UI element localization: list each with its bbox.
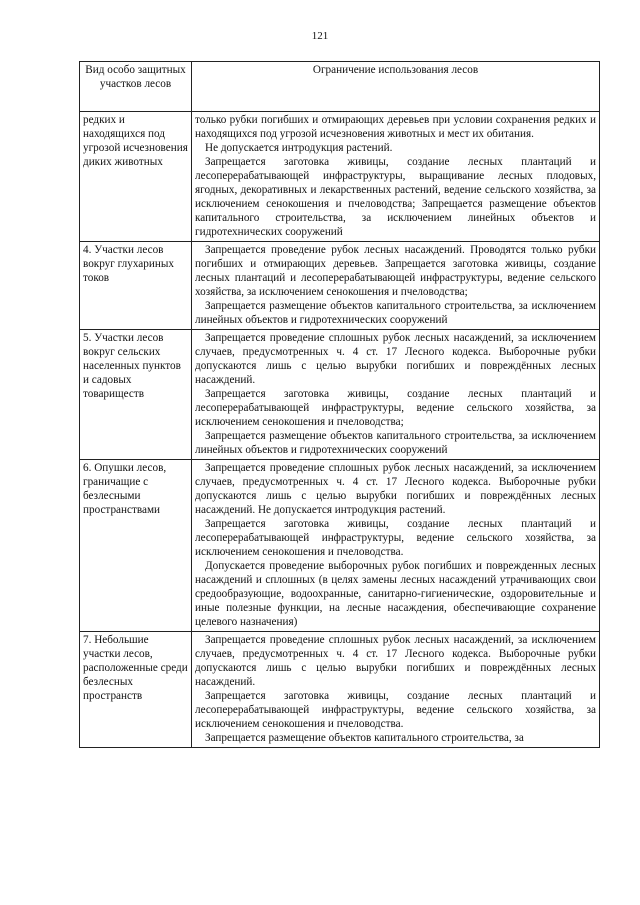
header-forest-use-restriction: Ограничение использования лесов bbox=[192, 62, 600, 112]
restriction-paragraph: Запрещается заготовка живицы, создание лесных плантаций и лесоперерабатывающей инфраструктуры, ведение сельского хозяйства, за исключением сенокошения и пчеловодства. bbox=[195, 690, 596, 730]
table-row bbox=[80, 242, 600, 330]
restriction-cell bbox=[192, 460, 600, 632]
restriction-paragraph: Запрещается размещение объектов капитального строительства, за исключением линейных объектов и гидротехнических сооружений bbox=[195, 430, 596, 456]
table-row bbox=[80, 112, 600, 242]
restriction-paragraph: Допускается проведение выборочных рубок погибших и поврежденных лесных насаждений и сплошных (в целях замены лесных насаждений утрачивающих свои средообразующие, водоохранные, санитарно-гигиенические, оздоровительные и иные полезные функции, на лесные насаждения, обеспечивающие сохранение целевого назначения) bbox=[195, 560, 596, 628]
restriction-paragraph: Запрещается размещение объектов капитального строительства, за bbox=[205, 732, 524, 744]
header-protected-area-type: Вид особо защитных участков лесов bbox=[80, 62, 192, 112]
restriction-paragraph: Запрещается проведение рубок лесных насаждений. Проводятся только рубки погибших и отмирающих деревьев. Запрещается заготовка живицы, создание лесных плантаций и лесоперерабатывающей инфраструктуры, ведение сельского хозяйства, за исключением сенокошения и пчеловодства; bbox=[195, 244, 596, 298]
restriction-paragraph: Запрещается заготовка живицы, создание лесных плантаций и лесоперерабатывающей инфраструктуры, ведение сельского хозяйства, за исключением сенокошения и пчеловодства; bbox=[195, 388, 596, 428]
page-number: 121 bbox=[311, 30, 329, 42]
restriction-paragraph: Запрещается заготовка живицы, создание лесных плантаций и лесоперерабатывающей инфраструктуры, ведение сельского хозяйства, за исключением сенокошения и пчеловодства. bbox=[195, 518, 596, 558]
area-type-cell: 4. Участки лесов вокруг глухариных токов bbox=[80, 242, 192, 330]
table-row bbox=[80, 330, 600, 460]
restriction-paragraph: Запрещается размещение объектов капитального строительства, за исключением линейных объектов и гидротехнических сооружений bbox=[195, 300, 596, 326]
area-type-cell: 5. Участки лесов вокруг сельских населенных пунктов и садовых товариществ bbox=[80, 330, 192, 460]
table-header-row bbox=[80, 62, 600, 112]
restriction-cell bbox=[192, 330, 600, 460]
area-type-cell: 6. Опушки лесов, граничащие с безлесными пространствами bbox=[80, 460, 192, 632]
restriction-cell bbox=[192, 112, 600, 242]
area-type-cell: редких и находящихся под угрозой исчезновения диких животных bbox=[80, 112, 192, 242]
restriction-paragraph: Запрещается проведение сплошных рубок лесных насаждений, за исключением случаев, предусмотренных ч. 4 ст. 17 Лесного кодекса. Выборочные рубки допускаются лишь с целью вырубки погибших и повреждённых лесных насаждений. bbox=[195, 332, 596, 386]
restriction-cell bbox=[192, 632, 600, 748]
area-type-cell: 7. Небольшие участки лесов, расположенные среди безлесных пространств bbox=[80, 632, 192, 748]
restriction-paragraph: Запрещается проведение сплошных рубок лесных насаждений, за исключением случаев, предусмотренных ч. 4 ст. 17 Лесного кодекса. Выборочные рубки допускаются лишь с целью вырубки погибших и повреждённых лесных насаждений. bbox=[195, 634, 596, 688]
restrictions-table bbox=[79, 61, 600, 748]
table-row bbox=[80, 460, 600, 632]
restriction-paragraph: только рубки погибших и отмирающих деревьев при условии сохранения редких и находящихся под угрозой исчезновения животных и мест их обитания. bbox=[195, 114, 596, 140]
restriction-paragraph: Запрещается проведение сплошных рубок лесных насаждений, за исключением случаев, предусмотренных ч. 4 ст. 17 Лесного кодекса. Выборочные рубки допускаются лишь с целью вырубки погибших и повреждённых лесных насаждений. Не допускается интродукция растений. bbox=[195, 462, 596, 516]
table-row bbox=[80, 632, 600, 748]
restriction-cell bbox=[192, 242, 600, 330]
restriction-paragraph: Запрещается заготовка живицы, создание лесных плантаций и лесоперерабатывающей инфраструктуры, выращивание лесных плодовых, ягодных, декоративных и лекарственных растений, ведение сельского хозяйства, за исключением сенокошения и пчеловодства; Запрещается размещение объектов капитального строительства, за исключением линейных объектов и гидротехнических сооружений bbox=[195, 156, 596, 238]
restriction-paragraph: Не допускается интродукция растений. bbox=[205, 142, 393, 154]
